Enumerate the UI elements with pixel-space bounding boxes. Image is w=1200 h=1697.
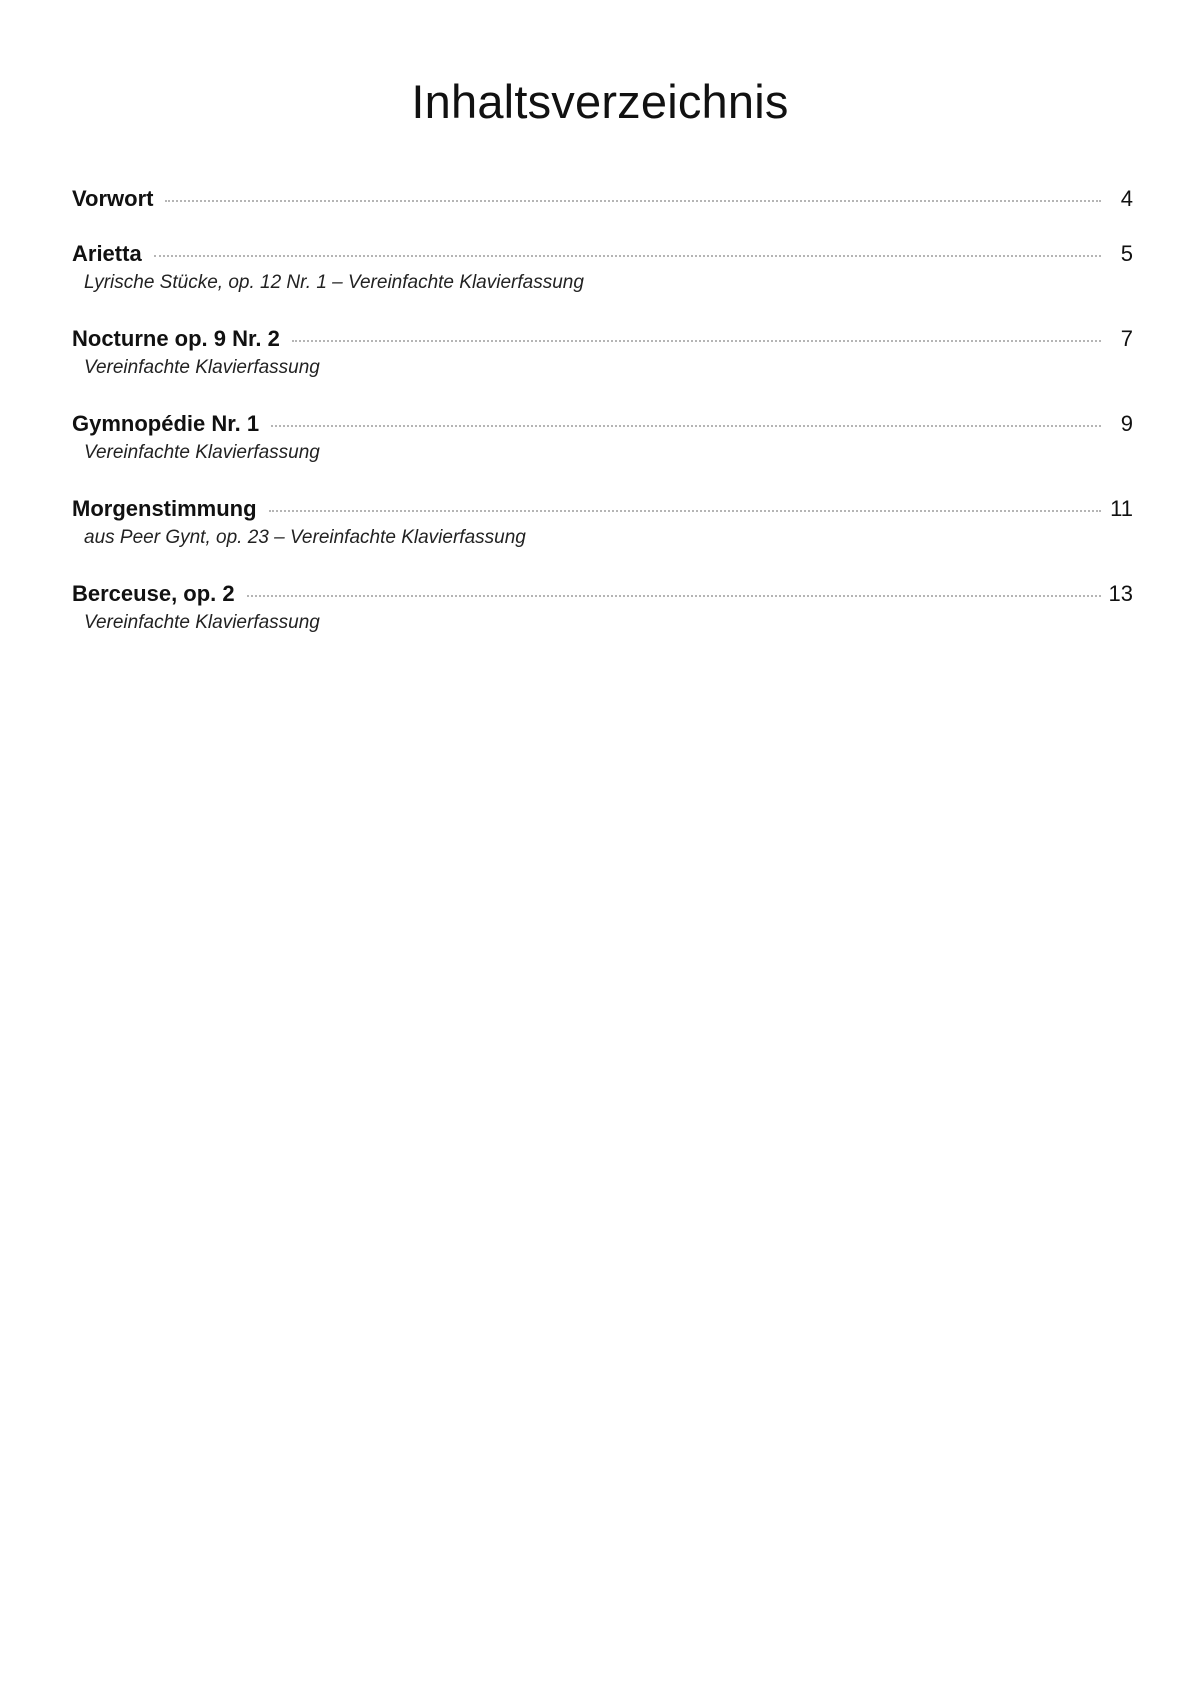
- toc-entry-subtitle: Vereinfachte Klavierfassung: [84, 357, 320, 378]
- dot-leader: [271, 425, 1101, 427]
- toc-entry-title: Arietta: [72, 241, 142, 266]
- dot-leader: [269, 510, 1101, 512]
- toc-entry-line: [72, 183, 1133, 215]
- dot-leader: [247, 595, 1101, 597]
- toc-entry-line: [72, 323, 1133, 355]
- toc-entry-subtitle: aus Peer Gynt, op. 23 – Vereinfachte Klavierfassung: [84, 527, 526, 548]
- toc-entry-subtitle: Vereinfachte Klavierfassung: [84, 612, 320, 633]
- toc-entry-title: Berceuse, op. 2: [72, 581, 235, 606]
- toc-page-number: 11: [1110, 496, 1133, 521]
- toc-entry-gymnopedie[interactable]: [72, 408, 1133, 466]
- toc-entry-vorwort[interactable]: [72, 183, 1133, 215]
- toc-page-number: 13: [1108, 581, 1133, 606]
- toc-entry-line: [72, 238, 1133, 270]
- toc-entry-berceuse[interactable]: [72, 578, 1133, 636]
- toc-entry-subtitle: Lyrische Stücke, op. 12 Nr. 1 – Vereinfachte Klavierfassung: [84, 272, 584, 293]
- toc-entry-title: Morgenstimmung: [72, 496, 257, 521]
- dot-leader: [154, 255, 1101, 257]
- toc-entry-nocturne[interactable]: [72, 323, 1133, 381]
- toc-page-number: 5: [1120, 241, 1133, 266]
- dot-leader: [292, 340, 1101, 342]
- toc-entry-morgenstimmung[interactable]: [72, 493, 1133, 551]
- toc-page-number: 9: [1120, 411, 1133, 436]
- toc-page-number: 4: [1120, 186, 1133, 211]
- toc-entry-arietta[interactable]: [72, 238, 1133, 296]
- toc-entry-title: Gymnopédie Nr. 1: [72, 411, 260, 436]
- dot-leader: [165, 200, 1101, 202]
- toc-entry-line: [72, 408, 1133, 440]
- toc-page-number: 7: [1120, 326, 1133, 351]
- toc-entry-subtitle: Vereinfachte Klavierfassung: [84, 442, 320, 463]
- toc-entry-title: Vorwort: [72, 186, 154, 211]
- toc-entry-title: Nocturne op. 9 Nr. 2: [72, 326, 280, 351]
- toc-entry-line: [72, 578, 1133, 610]
- toc-entry-line: [72, 493, 1133, 525]
- page-title: Inhaltsverzeichnis: [411, 75, 789, 128]
